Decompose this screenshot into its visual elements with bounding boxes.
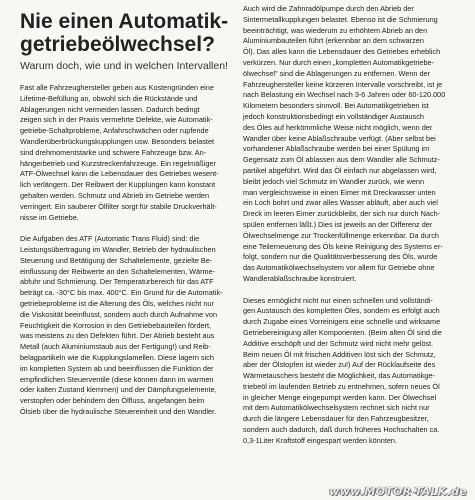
text-line: ölwechsel" sind die Ablagerungen zu entfernen. Wenn der [243, 68, 431, 78]
text-line: oder kalten Zustand klemmen) und der Dämpfungselemente, [20, 385, 217, 395]
text-line: Getriebereinigung aller Komponenten. (Beim alten Öl sind die [243, 327, 442, 337]
text-line: im kompletten System ab und beeinflussen die Funktion der [20, 363, 214, 373]
text-line: Dreck im leeren Eimer zurückbleibt, der sich nur durch Nach- [243, 209, 441, 219]
text-line: 0,3-1Liter Kraftstoff eingespart werden könnten. [243, 435, 398, 445]
text-line: hängerbetrieb und Kurzstreckenfahrzeuge. Ein regelmäßiger [20, 158, 216, 168]
text-line: Die Aufgaben des ATF (Automatic Trans Fluid) sind: die [20, 234, 200, 244]
text-line: zeigen sich in der Praxis vermehrte Defekte, wie Automatik- [20, 115, 213, 125]
text-line: das Automatikölwechselsystem vor allem für Getriebe ohne [243, 263, 435, 273]
text-line: verkürzen. Nur durch einen „kompletten Automatikgetriebe- [243, 57, 435, 67]
text-line: Aluminiumbauteilen führt (erkennbar an dem schwarzen [243, 36, 424, 46]
text-line: Steuerung und Betätigung der Schaltelemente, gezielte Be- [20, 255, 213, 265]
text-line: nisse im Getriebe. [20, 212, 79, 222]
text-line: abfuhr und Schmierung. Der Temperaturbereich für das ATF [20, 277, 214, 287]
text-line: jedoch konstruktionsbedingt ein vollständiger Austausch [243, 111, 424, 121]
text-line: Ölwechselmenge zur Trockenfüllmenge erkennbar. Da durch [243, 230, 439, 240]
text-line: Additive erschöpft und der Schmutz wird nicht mehr gelöst. [243, 338, 434, 348]
text-line: Öl). Das alles kann die Lebensdauer des Getriebes erheblich [243, 47, 441, 57]
text-line: sind drehmomentstarke und schwere Fahrzeuge bzw. An- [20, 147, 207, 157]
text-line: Fahrzeughersteller keine kürzeren Intervalle vorschreibt, ist je [243, 79, 443, 89]
left-text-column [20, 83, 242, 418]
text-line: spülen entfernen läßt.) Dies ist jeweils an der Differenz der [243, 219, 433, 229]
text-line: des Öles auf herkömmliche Weise nicht möglich, wenn der [243, 122, 433, 132]
text-line: Sintermetallkupplungen belastet. Ebenso ist die Schmierung [243, 14, 438, 24]
text-line: in gleicher Menge eingepumpt werden kann. Der Ölwechsel [243, 392, 437, 402]
text-line: mit dem Automatikölwechselsystem rechnet sich nicht nur [243, 403, 430, 413]
text-line: Metall (auch Aluminiumstaub aus der Fertigung!) und Reib- [20, 342, 211, 352]
text-line: Beim neuen Öl mit frischen Additiven löst sich der Schmutz, [243, 349, 436, 359]
text-line: Ablagerungen nicht vermeiden lassen. Dadurch bedingt [20, 104, 200, 114]
text-line: belagpartikeln wie die Kupplungslamellen. Diese lagern sich [20, 352, 214, 362]
text-line: nach Belastung ein Wechsel nach 3-6 Jahren oder 60-120.000 [243, 90, 446, 100]
text-line: aber der Ölstopfen ist wieder zu!) Auf der Rücklaufseite des [243, 360, 436, 370]
text-line: verringert. Ein sauberer Ölfilter sorgt für stabile Druckverhält- [20, 201, 217, 211]
text-line: ein Loch bohrt und zwar alles Wasser abläuft, aber auch viel [243, 198, 438, 208]
text-line: getriebeprobleme ist die Alterung des Öls, welches nicht nur [20, 298, 214, 308]
article-title-line: Nie einen Automatik- [20, 10, 229, 33]
text-line: Kilometern besonders sinnvoll. Bei Automatikgetrieben ist [243, 101, 429, 111]
text-line: Gegensatz zum Öl ablassen aus dem Wandler alle Schmutz- [243, 155, 440, 165]
text-line: sondern auch dadurch, daß durch früheres Hochschalten ca. [243, 425, 440, 435]
text-line: Leistungsübertragung im Wandler, Betrieb der hydraulischen [20, 244, 216, 254]
article-title-line: getriebeölwechsel? [20, 33, 215, 56]
text-line: folgt, sondern nur die Qualitätsverbesserung des Öls, wurde [243, 252, 438, 262]
text-line: durch die längere Lebensdauer für den Fahrzeugbesitzer, [243, 414, 429, 424]
text-line: Wärmetauschers besteht die Möglichkeit, das Automatikge- [243, 371, 435, 381]
right-text-column [243, 4, 465, 447]
text-line: Feuchtigkeit die Korrosion in den Getriebebauteilen fördert, [20, 320, 212, 330]
text-line: durch Zugabe eines Vorreinigers eine schnelle und wirksame [243, 317, 441, 327]
text-line: Lifetime-Befüllung an, obwohl sich die Rückstände und [20, 93, 198, 103]
text-line: Ölsieb über die hydraulische Steuereinheit und den Wandler. [20, 406, 217, 416]
text-line: einflussung der Reibwerte an den Schaltelementen, Wärme- [20, 266, 216, 276]
text-line: Wandlerablaßschraube konstruiert. [243, 273, 357, 283]
paragraph-gap [243, 285, 465, 296]
text-line: Wandler über keine Ablaßschraube verfügt. (Aber selbst bei [243, 133, 436, 143]
text-line: triebeöl im laufenden Betrieb zu entnehmen, sofern neues Öl [243, 381, 440, 391]
text-line: Dieses ermöglicht nicht nur einen schnellen und vollständi- [243, 295, 433, 305]
text-line: bleibt jedoch viel Schmutz im Wandler zurück, wie wenn [243, 176, 425, 186]
text-line: die Viskosität beeinflusst, sondern auch durch Aufnahme von [20, 309, 218, 319]
text-line: verstopfen oder behindern den Ölfluss, angefangen beim [20, 396, 205, 406]
site-watermark: www.MOTOR-TALK.de [329, 485, 467, 498]
text-line: partikel abgeführt. Wird das Öl einfach nur abgelassen wird, [243, 165, 437, 175]
text-line: beträgt ca. -30°C bis max. 400°C. Ein Grund für die Automatik- [20, 288, 223, 298]
text-line: was meistens zu den Defekten führt. Der Abrieb besteht aus [20, 331, 215, 341]
text-line: eine Teilerneuerung des Öls keine Reinigung des Systems er- [243, 241, 443, 251]
text-line: vorhandener Ablaßschraube werden bei einer Spülung im [243, 144, 430, 154]
text-line: empfindlichen Steuerventile (diese können dann im warmen [20, 374, 214, 384]
text-line: beeinträchtigt, was wiederum zu erhöhtem Abrieb an den [243, 25, 428, 35]
text-line: gen Austausch des kompletten Öles, sondern es erfolgt auch [243, 306, 440, 316]
text-line: getriebe-Schaltprobleme, Anfahrschwächen oder rupfende [20, 126, 209, 136]
text-line: gehalten werden. Schmutz und Abrieb im Getriebe werden [20, 190, 210, 200]
text-line: man vergleichsweise in einen Eimer mit Dreckwasser unten [243, 187, 436, 197]
text-line: lich verlängern. Der Reibwert der Kupplungen kann konstant [20, 180, 216, 190]
text-line: ATF-Ölwechsel kann die Lebensdauer des Getriebes wesent- [20, 169, 219, 179]
text-line: Wandlerüberbrückungskupplungen usw. Besonders belastet [20, 136, 215, 146]
paragraph-gap [20, 223, 242, 234]
text-line: Auch wird die Zahnradölpumpe durch den Abrieb der [243, 4, 414, 13]
text-line: Fast alle Fahrzeughersteller geben aus Kostengründen eine [20, 83, 214, 92]
article-subtitle: Warum doch, wie und in welchen Intervallen! [20, 60, 228, 72]
article-title [20, 10, 240, 56]
